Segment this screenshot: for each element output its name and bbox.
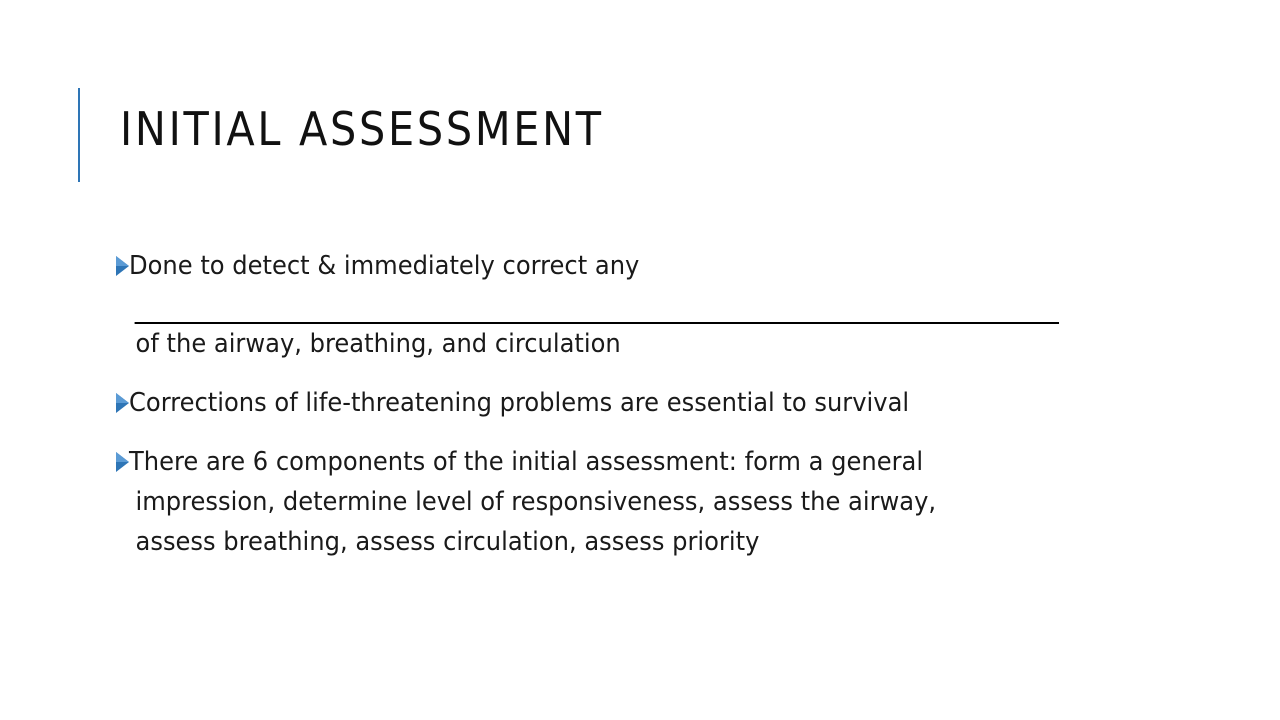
title-accent-bar (78, 88, 80, 182)
bullet-text-line: assess breathing, assess circulation, assess priority (135, 527, 760, 557)
bullet-text-line: impression, determine level of responsiveness, assess the airway, (135, 487, 937, 517)
bullet-text-continued: of the airway, breathing, and circulation (135, 329, 621, 359)
bullet-list (116, 246, 1126, 581)
slide-title: INITIAL ASSESSMENT (120, 102, 604, 156)
arrow-bullet-icon (116, 256, 129, 276)
bullet-text-line: There are 6 components of the initial assessment: form a general (129, 447, 924, 477)
bullet-item (116, 442, 1055, 562)
bullet-item (116, 383, 1055, 423)
arrow-bullet-icon (116, 452, 129, 472)
bullet-text: Corrections of life-threatening problems are essential to survival (129, 388, 910, 418)
bullet-text: Done to detect & immediately correct any (129, 251, 640, 281)
bullet-item (116, 246, 1055, 364)
arrow-bullet-icon (116, 393, 129, 413)
fill-in-blank-line (135, 286, 1059, 324)
